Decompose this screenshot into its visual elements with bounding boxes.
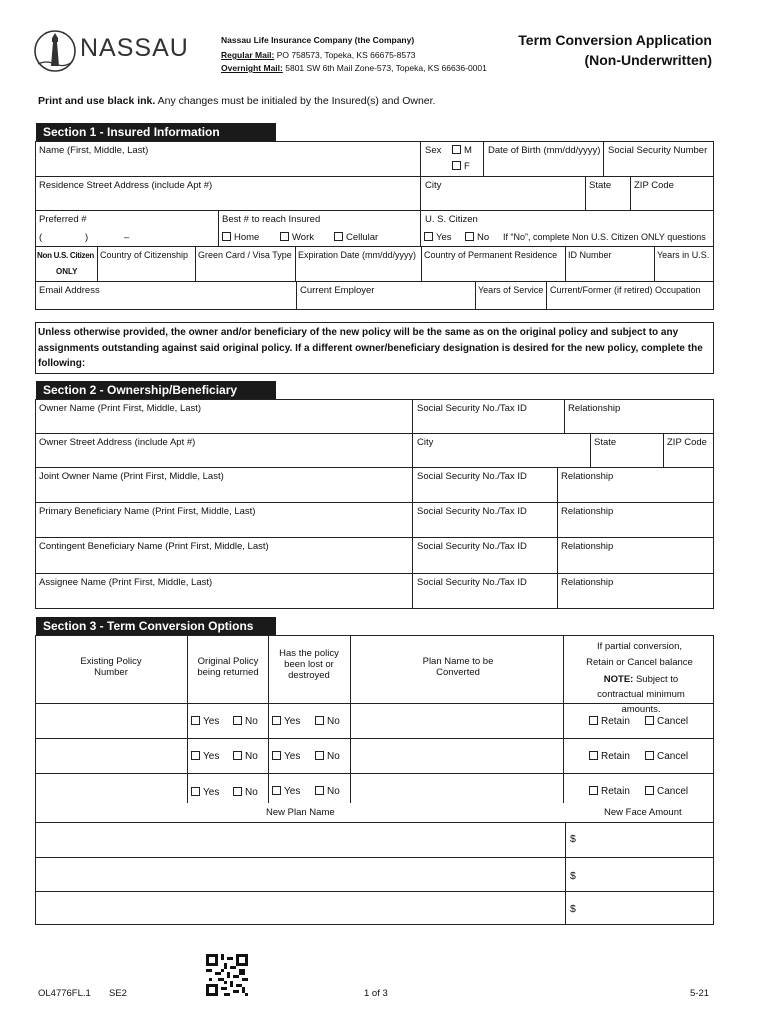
original-yes-checkbox[interactable]: Yes [191,751,219,762]
page-number: 1 of 3 [364,988,388,999]
assignee-field[interactable]: Assignee Name (Print First, Middle, Last) [39,577,213,588]
cancel-checkbox[interactable]: Cancel [645,716,688,727]
country-residence-field[interactable]: Country of Permanent Residence [424,250,558,260]
regular-mail-label: Regular Mail: [221,50,275,60]
owner-state-field[interactable]: State [594,437,617,448]
new-face-amount-label: New Face Amount [604,807,682,818]
expiration-date-field[interactable]: Expiration Date (mm/dd/yyyy) [298,250,417,260]
phone-close-paren: ) [85,232,89,243]
owner-name-field[interactable]: Owner Name (Print First, Middle, Last) [39,403,202,414]
overnight-mail-label: Overnight Mail: [221,63,283,73]
logo-text: NASSAU [80,34,189,62]
lost-yes-checkbox[interactable]: Yes [272,751,300,762]
owner-address-field[interactable]: Owner Street Address (include Apt #) [39,437,196,448]
best-cellular-checkbox[interactable]: Cellular [334,232,378,243]
joint-owner-ssn-field[interactable]: Social Security No./Tax ID [417,471,527,482]
contingent-ben-relationship-field[interactable]: Relationship [561,541,614,552]
owner-zip-field[interactable]: ZIP Code [667,437,707,448]
lighthouse-logo-icon [34,28,76,74]
years-service-field[interactable]: Years of Service [478,285,544,295]
phone-open-paren: ( [39,232,43,243]
lost-no-checkbox[interactable]: No [315,751,340,762]
section2-title: Section 2 - Ownership/Beneficiary [36,381,276,399]
form-edition: SE2 [109,988,127,999]
sex-f-checkbox[interactable]: F [452,161,470,172]
retain-checkbox[interactable]: Retain [589,786,630,797]
lost-no-checkbox[interactable]: No [315,716,340,727]
joint-owner-field[interactable]: Joint Owner Name (Print First, Middle, Last) [39,471,224,482]
primary-beneficiary-field[interactable]: Primary Beneficiary Name (Print First, Middle, Last) [39,506,256,517]
original-no-checkbox[interactable]: No [233,751,258,762]
assignee-relationship-field[interactable]: Relationship [561,577,614,588]
col-partial-1: If partial conversion, [596,641,682,652]
zip-field[interactable]: ZIP Code [634,180,674,191]
instructions-text: Any changes must be initialed by the Insured(s) and Owner. [157,95,436,107]
best-home-checkbox[interactable]: Home [222,232,259,243]
original-no-checkbox[interactable]: No [233,787,258,798]
non-us-label: Non U.S. Citizen [37,251,94,260]
lost-yes-checkbox[interactable]: Yes [272,716,300,727]
dob-field[interactable]: Date of Birth (mm/dd/yyyy) [488,145,601,156]
form-number: OL4776FL.1 [38,988,91,999]
residence-address-field[interactable]: Residence Street Address (include Apt #) [39,180,213,191]
col-plan-name: Plan Name to be Converted [422,656,494,678]
email-field[interactable]: Email Address [39,285,100,296]
face-amount-field[interactable]: $ [570,903,576,915]
us-citizen-label: U. S. Citizen [425,214,478,225]
state-field[interactable]: State [589,180,612,191]
owner-ssn-field[interactable]: Social Security No./Tax ID [417,403,527,414]
ownership-notice: Unless otherwise provided, the owner and/or beneficiary of the new policy will be the same as on the original policy and subject to any assignments outstanding against said original policy. If a different owner/beneficiary designation is desired for the new policy, complete the following: [38,327,703,369]
company-name: Nassau Life Insurance Company (the Company) [221,35,415,45]
lost-no-checkbox[interactable]: No [315,786,340,797]
joint-owner-relationship-field[interactable]: Relationship [561,471,614,482]
regular-mail-address: PO 758573, Topeka, KS 66675-8573 [276,50,416,60]
col-original-policy: Original Policy being returned [197,656,259,678]
best-number-label: Best # to reach Insured [222,214,321,225]
sex-m-checkbox[interactable]: M [452,145,472,156]
col-partial-3: Subject to contractual minimum amounts. [597,674,685,715]
phone-dash: – [124,232,130,243]
years-us-field[interactable]: Years in U.S. [657,250,710,260]
best-work-checkbox[interactable]: Work [280,232,314,243]
contingent-ben-ssn-field[interactable]: Social Security No./Tax ID [417,541,527,552]
section3-title: Section 3 - Term Conversion Options [36,617,276,635]
non-us-only-label: ONLY [56,267,78,276]
if-no-instruction: If “No”, complete Non U.S. Citizen ONLY questions [503,232,706,242]
us-citizen-no-checkbox[interactable]: No [465,232,489,243]
occupation-field[interactable]: Current/Former (if retired) Occupation [550,285,701,295]
form-date: 5-21 [690,988,710,999]
instructions-bold: Print and use black ink. [38,95,156,107]
cancel-checkbox[interactable]: Cancel [645,751,688,762]
new-plan-name-label: New Plan Name [266,807,335,818]
retain-checkbox[interactable]: Retain [589,716,630,727]
ssn-field[interactable]: Social Security Number [608,145,708,156]
contingent-beneficiary-field[interactable]: Contingent Beneficiary Name (Print First, Middle, Last) [39,541,269,552]
qr-code-icon [206,953,248,997]
original-yes-checkbox[interactable]: Yes [191,787,219,798]
original-yes-checkbox[interactable]: Yes [191,716,219,727]
col-partial-2: Retain or Cancel balance [586,657,693,668]
preferred-phone-label: Preferred # [39,214,87,225]
partial-note-label: NOTE: [603,674,634,685]
owner-city-field[interactable]: City [417,437,434,448]
insured-name-field[interactable]: Name (First, Middle, Last) [39,145,149,156]
assignee-ssn-field[interactable]: Social Security No./Tax ID [417,577,527,588]
col-existing-policy: Existing Policy Number [80,656,142,678]
us-citizen-yes-checkbox[interactable]: Yes [424,232,452,243]
original-no-checkbox[interactable]: No [233,716,258,727]
employer-field[interactable]: Current Employer [300,285,375,296]
country-citizenship-field[interactable]: Country of Citizenship [100,250,189,260]
face-amount-field[interactable]: $ [570,870,576,882]
id-number-field[interactable]: ID Number [568,250,612,260]
owner-relationship-field[interactable]: Relationship [568,403,621,414]
green-card-field[interactable]: Green Card / Visa Type [198,250,292,260]
form-subtitle: (Non-Underwritten) [584,52,712,68]
retain-checkbox[interactable]: Retain [589,751,630,762]
section1-title: Section 1 - Insured Information [36,123,276,141]
sex-label: Sex [425,145,442,156]
lost-yes-checkbox[interactable]: Yes [272,786,300,797]
city-field[interactable]: City [425,180,442,191]
overnight-mail-address: 5801 SW 6th Mail Zone-573, Topeka, KS 66636-0001 [285,63,487,73]
primary-ben-relationship-field[interactable]: Relationship [561,506,614,517]
col-lost-destroyed: Has the policy been lost or destroyed [279,648,339,681]
primary-ben-ssn-field[interactable]: Social Security No./Tax ID [417,506,527,517]
form-title: Term Conversion Application [518,32,712,48]
cancel-checkbox[interactable]: Cancel [645,786,688,797]
face-amount-field[interactable]: $ [570,833,576,845]
